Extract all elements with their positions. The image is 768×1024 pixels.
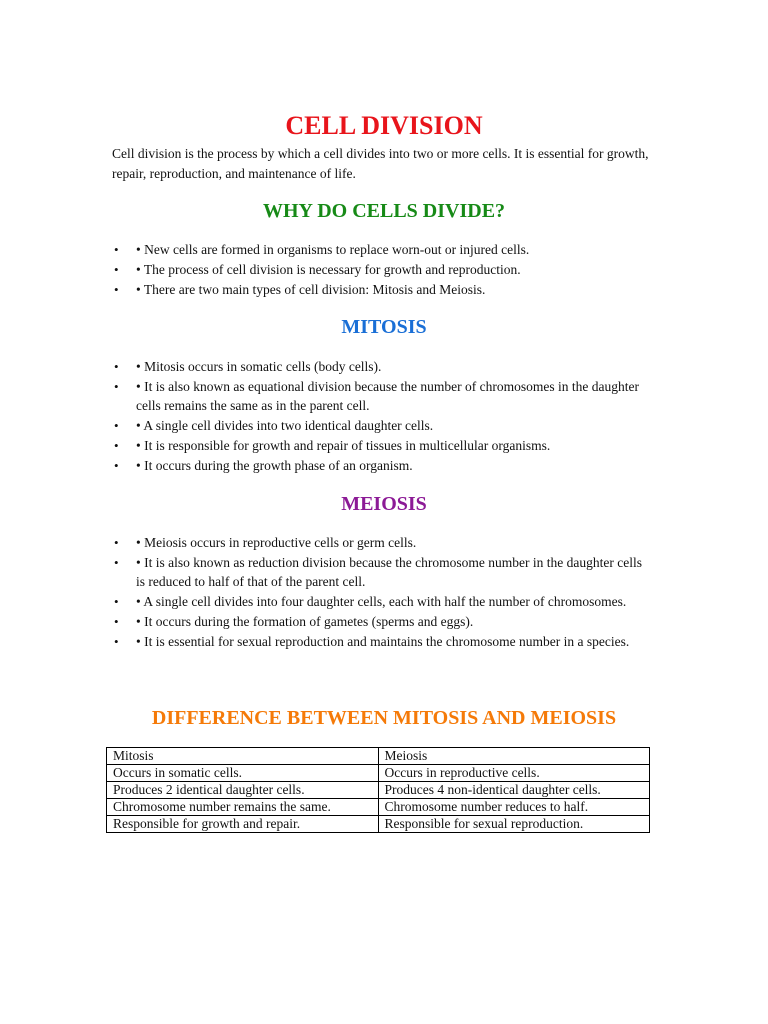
table-header-cell: Meiosis <box>378 748 650 765</box>
table-cell: Produces 4 non-identical daughter cells. <box>378 782 650 799</box>
list-item <box>112 260 642 279</box>
list-item-text: • Meiosis occurs in reproductive cells or germ cells. <box>136 535 417 550</box>
table-cell: Responsible for sexual reproduction. <box>378 816 650 833</box>
why-divide-list <box>112 240 642 300</box>
list-item-text: • It is essential for sexual reproduction and maintains the chromosome number in a species. <box>136 634 630 649</box>
list-item-text: • It is also known as equational division because the number of chromosomes in the daughter cells remains the same as in the parent cell. <box>136 379 639 413</box>
page-title: CELL DIVISION <box>285 111 483 141</box>
list-item-text: • There are two main types of cell division: Mitosis and Meiosis. <box>136 282 486 297</box>
bullet-marker: • <box>114 438 119 453</box>
meiosis-list <box>112 533 642 652</box>
list-item <box>112 632 642 651</box>
list-item-text: • A single cell divides into four daughter cells, each with half the number of chromosomes. <box>136 594 627 609</box>
list-item-text: • The process of cell division is necessary for growth and reproduction. <box>136 262 521 277</box>
table-cell: Chromosome number remains the same. <box>107 799 379 816</box>
list-item <box>112 240 642 259</box>
list-item <box>112 280 642 299</box>
list-item <box>112 377 642 415</box>
list-item-text: • It is also known as reduction division because the chromosome number in the daughter cells is reduced to half of that of the parent cell. <box>136 555 642 589</box>
table-cell: Responsible for growth and repair. <box>107 816 379 833</box>
list-item <box>112 533 642 552</box>
table-row <box>107 799 650 816</box>
list-item <box>112 612 642 631</box>
bullet-marker: • <box>114 418 119 433</box>
list-item <box>112 416 642 435</box>
bullet-marker: • <box>114 594 119 609</box>
list-item <box>112 456 642 475</box>
bullet-marker: • <box>114 458 119 473</box>
bullet-marker: • <box>114 614 119 629</box>
list-item-text: • A single cell divides into two identical daughter cells. <box>136 418 434 433</box>
list-item-text: • New cells are formed in organisms to replace worn-out or injured cells. <box>136 242 530 257</box>
bullet-marker: • <box>114 262 119 277</box>
table-cell: Occurs in reproductive cells. <box>378 765 650 782</box>
list-item <box>112 357 642 376</box>
table-cell: Produces 2 identical daughter cells. <box>107 782 379 799</box>
list-item-text: • Mitosis occurs in somatic cells (body cells). <box>136 359 382 374</box>
mitosis-list <box>112 357 642 476</box>
table-row <box>107 816 650 833</box>
table-header-cell: Mitosis <box>107 748 379 765</box>
bullet-marker: • <box>114 242 119 257</box>
list-item <box>112 436 642 455</box>
table-row <box>107 765 650 782</box>
table-row <box>107 782 650 799</box>
bullet-marker: • <box>114 282 119 297</box>
bullet-marker: • <box>114 555 119 570</box>
table-cell: Occurs in somatic cells. <box>107 765 379 782</box>
heading-why-do-cells-divide: WHY DO CELLS DIVIDE? <box>262 200 506 222</box>
table-header-row <box>107 748 650 765</box>
list-item <box>112 592 642 611</box>
intro-paragraph: Cell division is the process by which a cell divides into two or more cells. It is essential for growth, repair, reproduction, and maintenance of life. <box>112 146 649 181</box>
heading-mitosis: MITOSIS <box>341 316 427 338</box>
bullet-marker: • <box>114 535 119 550</box>
heading-difference: DIFFERENCE BETWEEN MITOSIS AND MEIOSIS <box>151 707 617 729</box>
bullet-marker: • <box>114 359 119 374</box>
table-cell: Chromosome number reduces to half. <box>378 799 650 816</box>
bullet-marker: • <box>114 634 119 649</box>
heading-meiosis: MEIOSIS <box>341 493 427 515</box>
comparison-table <box>106 747 650 833</box>
list-item-text: • It occurs during the growth phase of an organism. <box>136 458 413 473</box>
bullet-marker: • <box>114 379 119 394</box>
list-item-text: • It is responsible for growth and repair of tissues in multicellular organisms. <box>136 438 551 453</box>
list-item-text: • It occurs during the formation of gametes (sperms and eggs). <box>136 614 474 629</box>
list-item <box>112 553 642 591</box>
